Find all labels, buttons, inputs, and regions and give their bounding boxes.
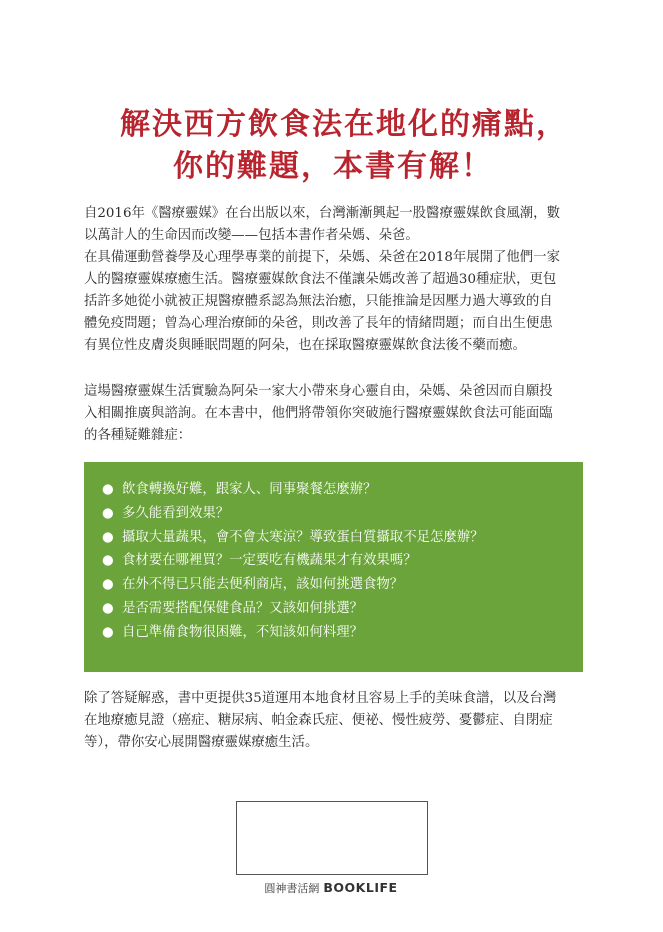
questions-list	[84, 462, 583, 645]
bullet-icon: ●	[102, 529, 114, 545]
intro-line: 以萬計人的生命因而改變——包括本書作者朵媽、朵爸。	[84, 228, 419, 243]
bullet-icon: ●	[102, 577, 114, 593]
question-item	[102, 478, 583, 502]
experiment-line: 入相關推廣與諮詢。在本書中，他們將帶領你突破施行醫療靈媒飲食法可能面臨	[84, 406, 553, 421]
intro-line: 括許多她從小就被正規醫療體系認為無法治癒，只能推論是因壓力過大導致的自	[84, 294, 553, 309]
headline-line-1: 解決西方飲食法在地化的痛點，	[120, 107, 568, 143]
bullet-icon: ●	[102, 600, 114, 616]
closing-line: 除了答疑解惑，書中更提供35道運用本地食材且容易上手的美味食譜，以及台灣	[84, 691, 557, 706]
closing-line: 在地療癒見證（癌症、糖尿病、帕金森氏症、便祕、慢性疲勞、憂鬱症、自閉症	[84, 713, 553, 728]
intro-line: 體免疫問題；曾為心理治療師的朵爸，則改善了長年的情緒問題；而自出生便患	[84, 316, 553, 331]
closing-line: 等），帶你安心展開醫療靈媒療癒生活。	[84, 735, 319, 750]
intro-paragraph	[84, 203, 584, 357]
question-text: 飲食轉換好難，跟家人、同事聚餐怎麼辦？	[122, 482, 377, 497]
intro-line: 人的醫療靈媒療癒生活。醫療靈媒飲食法不僅讓朵媽改善了超過30種症狀，更包	[84, 272, 557, 287]
barcode-placeholder	[236, 801, 428, 875]
question-text: 食材要在哪裡買？一定要吃有機蔬果才有效果嗎？	[122, 553, 417, 569]
experiment-paragraph	[84, 381, 584, 447]
headline-line-2: 你的難題，本書有解！	[173, 149, 493, 185]
question-text: 是否需要搭配保健食品？又該如何挑選？	[122, 600, 364, 616]
question-item	[102, 573, 583, 597]
question-text: 在外不得已只能去便利商店，該如何挑選食物？	[122, 577, 404, 593]
question-item	[102, 621, 583, 645]
question-item	[102, 549, 583, 573]
publisher-name-cn: 圓神書活網	[264, 882, 320, 895]
questions-box	[84, 462, 583, 672]
bullet-icon: ●	[102, 624, 114, 640]
question-item	[102, 597, 583, 621]
question-item	[102, 502, 583, 526]
bullet-icon: ●	[102, 553, 114, 569]
publisher-logo	[236, 880, 426, 896]
experiment-line: 這場醫療靈媒生活實驗為阿朵一家大小帶來身心靈自由，朵媽、朵爸因而自願投	[84, 384, 553, 399]
question-text: 攝取大量蔬果，會不會太寒涼？導致蛋白質攝取不足怎麼辦？	[122, 529, 484, 545]
bullet-icon: ●	[102, 482, 114, 497]
headline	[0, 104, 663, 188]
publisher-name-en: BOOKLIFE	[323, 880, 398, 895]
question-text: 多久能看到效果？	[122, 505, 230, 521]
bullet-icon: ●	[102, 505, 114, 521]
question-text: 自己準備食物很困難，不知該如何料理？	[122, 624, 364, 640]
intro-line: 在具備運動營養學及心理學專業的前提下，朵媽、朵爸在2018年展開了他們一家	[84, 250, 560, 265]
closing-paragraph	[84, 688, 584, 754]
intro-line: 有異位性皮膚炎與睡眠問題的阿朵，也在採取醫療靈媒飲食法後不藥而癒。	[84, 338, 526, 353]
experiment-line: 的各種疑難雜症：	[84, 428, 192, 443]
question-item	[102, 526, 583, 550]
intro-line: 自2016年《醫療靈媒》在台出版以來，台灣漸漸興起一股醫療靈媒飲食風潮，數	[84, 206, 560, 221]
